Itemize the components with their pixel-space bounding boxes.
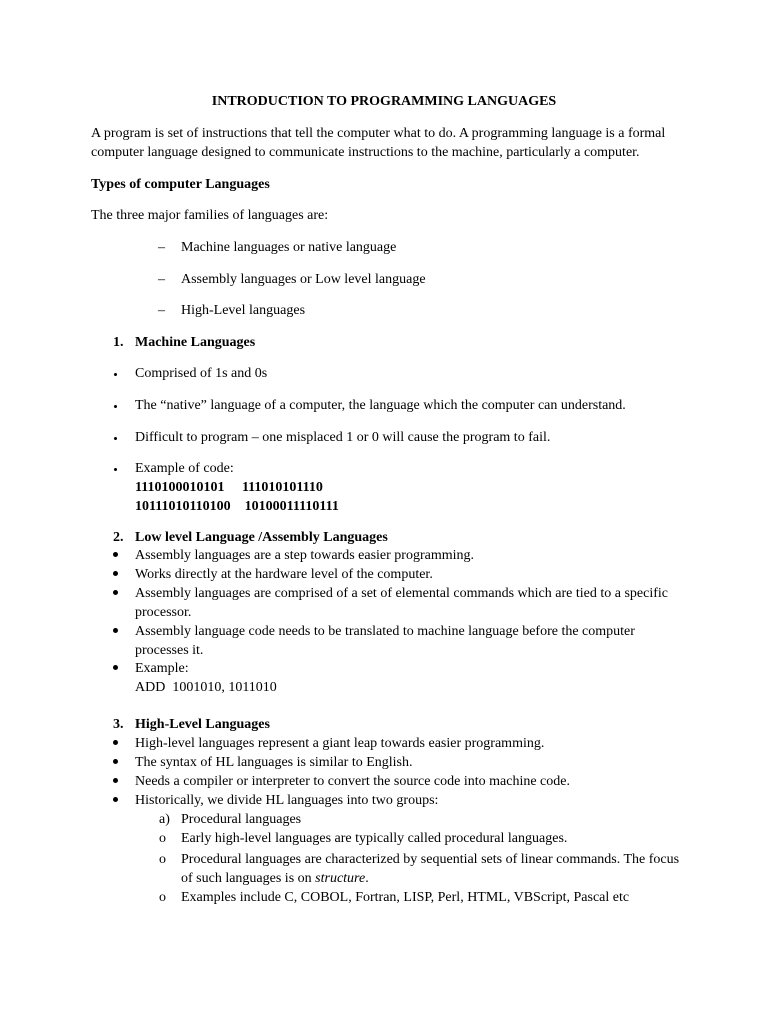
assembly-code-example: ADD 1001010, 1011010 — [135, 680, 277, 695]
section2-number: 2. — [113, 530, 124, 545]
section2-bullet-1: Assembly languages are a step towards easier programming. — [135, 548, 475, 563]
bullet-marker — [113, 759, 118, 764]
structure-suffix: . — [365, 871, 369, 886]
bullet-marker — [113, 571, 118, 576]
binary-code-line-2: 10111010110100 10100011110111 — [135, 499, 339, 514]
section2-bullet-4-line-1: Assembly language code needs to be translated to machine language before the computer — [135, 624, 635, 639]
bullet-marker — [114, 373, 117, 376]
bullet-marker — [113, 628, 118, 633]
intro-line-2: computer language designed to communicate instructions to the machine, particularly a computer. — [91, 145, 640, 160]
section2-example-label: Example: — [135, 661, 189, 676]
types-heading: Types of computer Languages — [91, 177, 270, 192]
section1-example-label: Example of code: — [135, 461, 234, 476]
family-item-machine: Machine languages or native language — [181, 240, 397, 255]
sub-item-a-marker: a) — [159, 812, 170, 827]
section3-bullet-3: Needs a compiler or interpreter to convert the source code into machine code. — [135, 774, 570, 789]
structure-word: structure — [315, 871, 366, 886]
sub-item-procedural: Procedural languages — [181, 812, 302, 827]
section1-heading: Machine Languages — [135, 335, 256, 350]
section2-bullet-2: Works directly at the hardware level of the computer. — [135, 567, 433, 582]
sub-item-o-marker: o — [159, 852, 166, 867]
section3-heading: High-Level Languages — [135, 717, 270, 732]
family-item-high-level: High-Level languages — [181, 303, 306, 318]
section1-bullet-2: The “native” language of a computer, the language which the computer can understand. — [135, 398, 626, 413]
section1-bullet-1: Comprised of 1s and 0s — [135, 366, 268, 381]
section3-bullet-1: High-level languages represent a giant leap towards easier programming. — [135, 736, 545, 751]
bullet-marker — [113, 590, 118, 595]
section2-heading: Low level Language /Assembly Languages — [135, 530, 388, 545]
section2-bullet-4-line-2: processes it. — [135, 643, 204, 658]
sub-item-o-marker: o — [159, 890, 166, 905]
structure-prefix: of such languages is on — [181, 871, 312, 886]
bullet-marker — [114, 468, 117, 471]
dash-marker: – — [158, 240, 165, 255]
sub-item-procedural-desc-line-1: Procedural languages are characterized by sequential sets of linear commands. The focus — [181, 852, 680, 867]
bullet-marker — [114, 405, 117, 408]
section1-number: 1. — [113, 335, 124, 350]
dash-marker: – — [158, 303, 165, 318]
sub-item-o-marker: o — [159, 831, 166, 846]
section3-number: 3. — [113, 717, 124, 732]
sub-item-early-hll: Early high-level languages are typically called procedural languages. — [181, 831, 568, 846]
bullet-marker — [114, 437, 117, 440]
section3-bullet-2: The syntax of HL languages is similar to English. — [135, 755, 413, 770]
bullet-marker — [113, 552, 118, 557]
sub-item-examples: Examples include C, COBOL, Fortran, LISP, Perl, HTML, VBScript, Pascal etc — [181, 890, 630, 905]
section3-bullet-4: Historically, we divide HL languages into two groups: — [135, 793, 439, 808]
dash-marker: – — [158, 272, 165, 287]
sub-item-procedural-desc-line-2 — [181, 869, 369, 888]
bullet-marker — [113, 778, 118, 783]
family-item-assembly: Assembly languages or Low level language — [181, 272, 426, 287]
intro-line-1: A program is set of instructions that tell the computer what to do. A programming language is a formal — [91, 126, 666, 141]
section1-bullet-3: Difficult to program – one misplaced 1 or 0 will cause the program to fail. — [135, 430, 551, 445]
section2-bullet-3-line-1: Assembly languages are comprised of a set of elemental commands which are tied to a specific — [135, 586, 668, 601]
section2-bullet-3-line-2: processor. — [135, 605, 192, 620]
families-text: The three major families of languages are: — [91, 208, 329, 223]
bullet-marker — [113, 665, 118, 670]
bullet-marker — [113, 797, 118, 802]
bullet-marker — [113, 740, 118, 745]
document-title: INTRODUCTION TO PROGRAMMING LANGUAGES — [211, 94, 557, 109]
binary-code-line-1: 1110100010101 111010101110 — [135, 480, 323, 495]
